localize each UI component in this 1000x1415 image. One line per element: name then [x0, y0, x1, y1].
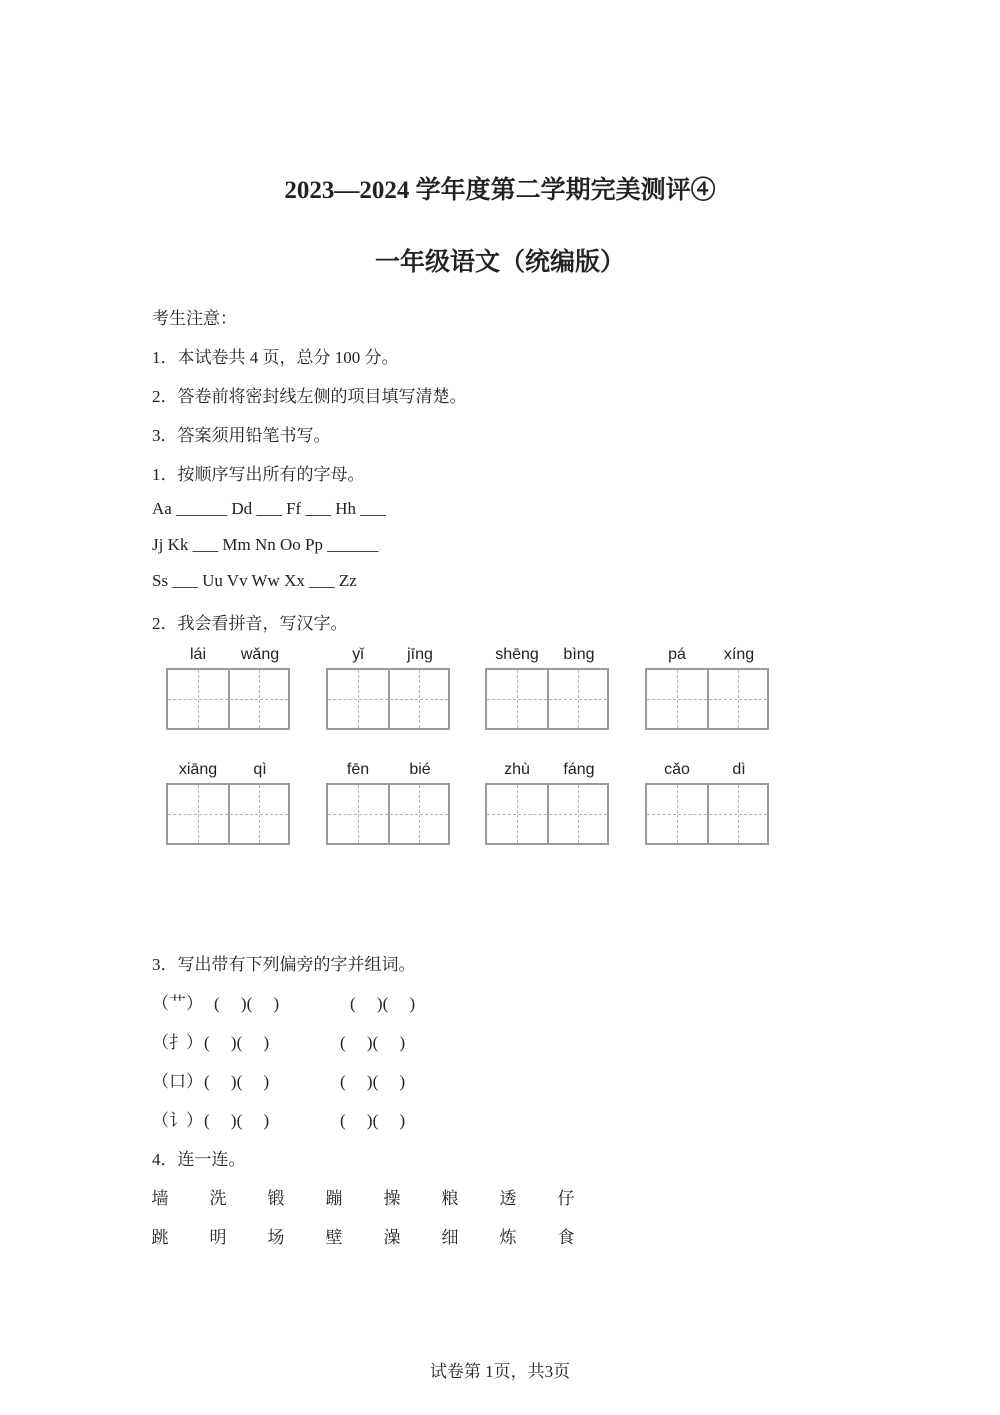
pinyin-label: dì: [732, 761, 746, 778]
match-char[interactable]: 洗: [209, 1189, 227, 1208]
match-char[interactable]: 蹦: [325, 1189, 343, 1208]
answer-blanks[interactable]: ( )( ): [204, 1072, 270, 1091]
match-char[interactable]: 壁: [325, 1228, 343, 1247]
answer-blanks[interactable]: ( )( ): [340, 1033, 406, 1052]
question-4-prompt: 4．连一连。: [152, 1150, 246, 1169]
exam-subtitle: 一年级语文（统编版）: [374, 249, 625, 276]
match-char[interactable]: 透: [499, 1189, 517, 1208]
radical-label: （艹）: [152, 994, 203, 1013]
notice-item: 2．答卷前将密封线左侧的项目填写清楚。: [152, 387, 467, 406]
match-char[interactable]: 食: [557, 1228, 575, 1247]
writing-grid[interactable]: [485, 783, 609, 845]
writing-grid[interactable]: [326, 783, 450, 845]
answer-blanks[interactable]: ( )( ): [204, 1033, 270, 1052]
match-char[interactable]: 锻: [267, 1189, 285, 1208]
question-3-prompt: 3．写出带有下列偏旁的字并组词。: [152, 955, 416, 974]
match-char[interactable]: 炼: [499, 1228, 517, 1247]
writing-grid[interactable]: [645, 668, 769, 730]
answer-blanks[interactable]: ( )( ): [214, 994, 280, 1013]
pinyin-label: pá: [668, 646, 686, 663]
notice-item: 1．本试卷共 4 页，总分 100 分。: [152, 348, 399, 367]
answer-blanks[interactable]: ( )( ): [204, 1111, 270, 1130]
pinyin-label: yǐ: [352, 646, 364, 663]
page-footer: 试卷第 1页，共3页: [429, 1362, 571, 1381]
pinyin-label: xíng: [723, 646, 755, 663]
alphabet-row: Jj Kk ___ Mm Nn Oo Pp ______: [152, 535, 379, 554]
pinyin-label: bié: [409, 761, 431, 778]
notice-heading: 考生注意：: [152, 309, 237, 328]
pinyin-label: shēng: [495, 646, 539, 663]
question-1-prompt: 1．按顺序写出所有的字母。: [152, 465, 365, 484]
radical-label: （口）: [152, 1072, 203, 1091]
match-char[interactable]: 细: [441, 1228, 459, 1247]
answer-blanks[interactable]: ( )( ): [340, 1072, 406, 1091]
pinyin-label: qì: [253, 761, 267, 778]
alphabet-row: Ss ___ Uu Vv Ww Xx ___ Zz: [152, 571, 357, 590]
radical-label: （扌）: [152, 1033, 203, 1052]
writing-grid[interactable]: [645, 783, 769, 845]
pinyin-label: cǎo: [664, 761, 690, 778]
answer-blanks[interactable]: ( )( ): [340, 1111, 406, 1130]
match-char[interactable]: 澡: [383, 1228, 401, 1247]
writing-grid[interactable]: [485, 668, 609, 730]
question-2-prompt: 2．我会看拼音，写汉字。: [152, 614, 348, 633]
match-char[interactable]: 墙: [151, 1189, 169, 1208]
pinyin-label: wǎng: [240, 646, 280, 663]
pinyin-label: fēn: [346, 761, 370, 778]
pinyin-label: lái: [189, 646, 206, 663]
match-char[interactable]: 粮: [441, 1189, 459, 1208]
match-char[interactable]: 场: [267, 1228, 285, 1247]
match-char[interactable]: 仔: [557, 1189, 575, 1208]
exam-title: 2023—2024 学年度第二学期完美测评④: [284, 177, 716, 204]
pinyin-label: fáng: [563, 761, 595, 778]
radical-label: （讠）: [152, 1111, 203, 1130]
match-char[interactable]: 操: [383, 1189, 401, 1208]
pinyin-label: bìng: [563, 646, 595, 663]
answer-blanks[interactable]: ( )( ): [350, 994, 416, 1013]
alphabet-row: Aa ______ Dd ___ Ff ___ Hh ___: [152, 499, 386, 518]
pinyin-label: zhù: [504, 761, 530, 778]
writing-grid[interactable]: [166, 783, 290, 845]
pinyin-label: jīng: [407, 646, 433, 663]
writing-grid[interactable]: [166, 668, 290, 730]
pinyin-label: xiāng: [178, 761, 218, 778]
notice-item: 3．答案须用铅笔书写。: [152, 426, 331, 445]
writing-grid[interactable]: [326, 668, 450, 730]
match-char[interactable]: 明: [209, 1228, 227, 1247]
match-char[interactable]: 跳: [151, 1228, 169, 1247]
